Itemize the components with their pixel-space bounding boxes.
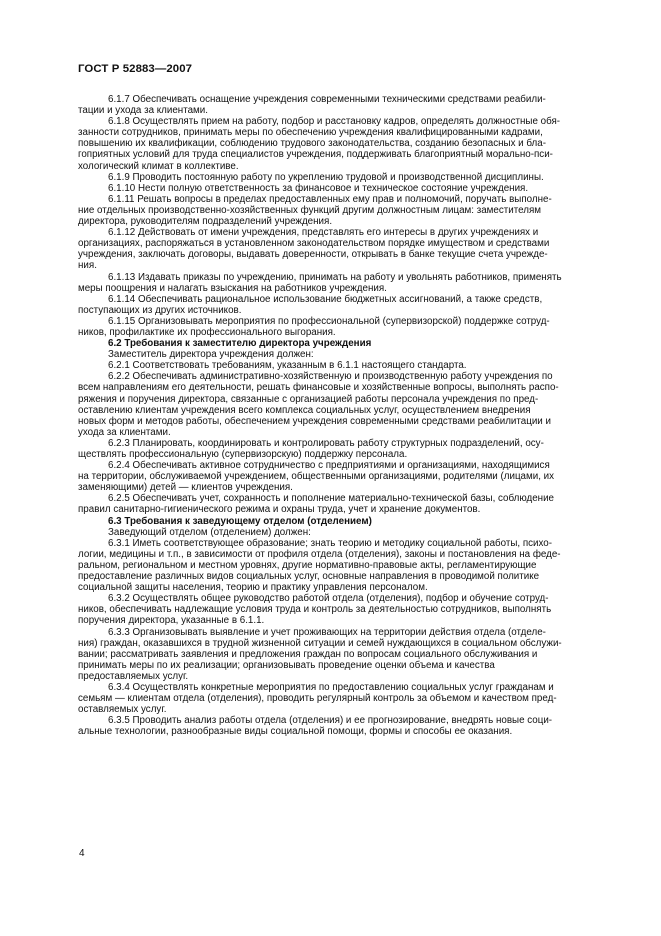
paragraph-6-2-5: 6.2.5 Обеспечивать учет, сохранность и пополнение материально-технической базы, соблюдение правил санитарно-гигиенического режима и охраны труда, учет и хранение документов. bbox=[78, 493, 554, 516]
paragraph-6-2-4: 6.2.4 Обеспечивать активное сотрудничество с предприятиями и организациями, находящимися на территории, обслуживаемой учреждением, общественными организациями, родителями (лицами, их заменяющими) детей — клиентов учреждения. bbox=[78, 460, 555, 494]
paragraph-6-2-intro: Заместитель директора учреждения должен: bbox=[108, 349, 314, 361]
paragraph-6-3-intro: Заведующий отделом (отделением) должен: bbox=[108, 526, 311, 538]
paragraph-6-2-2: 6.2.2 Обеспечивать административно-хозяйственную и производственную работу учреждения по всем направлениям его деятельности, решать финансовые и хозяйственные вопросы, выполнять распо- ряжения и поручения директора, связанные с организацией работы персонала учреждения по пред- оставлению клиентам учреждения всего комплекса социальных услуг, осуществлением внедрения новых форм и методов работы, обеспечением учреждения современными средствами реабилитации и ухода за клиентами. bbox=[78, 371, 559, 438]
paragraph-6-2-1: 6.2.1 Соответствовать требованиям, указанным в 6.1.1 настоящего стандарта. bbox=[108, 360, 467, 372]
paragraph-6-1-12: 6.1.12 Действовать от имени учреждения, представлять его интересы в других учреждениях и организациях, распоряжаться в установленном законодательством порядке имуществом и средствами учреждения, заключать договоры, выдавать доверенности, открывать в банке текущие счета учрежде- ния. bbox=[78, 227, 550, 272]
paragraph-6-1-7: 6.1.7 Обеспечивать оснащение учреждения современными техническими средствами реабили- тации и ухода за клиентами. bbox=[78, 94, 546, 117]
section-heading-6-3: 6.3 Требования к заведующему отделом (отделением) bbox=[108, 515, 372, 527]
paragraph-6-1-13: 6.1.13 Издавать приказы по учреждению, принимать на работу и увольнять работников, применять меры поощрения и налагать взыскания на работников учреждения. bbox=[78, 271, 562, 294]
page-number: 4 bbox=[79, 848, 85, 859]
paragraph-6-1-9: 6.1.9 Проводить постоянную работу по укреплению трудовой и производственной дисциплины. bbox=[108, 171, 544, 183]
paragraph-6-3-3: 6.3.3 Организовывать выявление и учет проживающих на территории действия отдела (отделе- ния) граждан, оказавшихся в трудной жизненной ситуации и семей нуждающихся в социальном обслужи- вании; рассматривать заявления и предложения граждан по вопросам социального обслуживания и принимать меры по их реализации; организовывать проведение оценки объема и качества предоставляемых услуг. bbox=[78, 626, 562, 682]
paragraph-6-1-8: 6.1.8 Осуществлять прием на работу, подбор и расстановку кадров, определять должностные обя- занности сотрудников, принимать меры по обеспечению учреждения квалифицированными кадрами, повышению их квалификации, соблюдению трудового законодательства, созданию безопасных и бла- гоприятных условий для труда специалистов учреждения, поддерживать благоприятный морально-пси- хологический климат в коллективе. bbox=[78, 116, 561, 172]
paragraph-6-3-4: 6.3.4 Осуществлять конкретные мероприятия по предоставлению социальных услуг гражданам и семьям — клиентам отдела (отделения), проводить регулярный контроль за объемом и качеством пред- оставляемых услуг. bbox=[78, 681, 557, 716]
paragraph-6-2-3: 6.2.3 Планировать, координировать и контролировать работу структурных подразделений, осу- ществлять профессиональную (супервизорскую) поддержку персонала. bbox=[78, 437, 544, 460]
section-heading-6-2: 6.2 Требования к заместителю директора учреждения bbox=[108, 338, 372, 350]
paragraph-6-3-1: 6.3.1 Иметь соответствующее образование; знать теорию и методику социальной работы, психо- логии, медицины и т.п., в зависимости от профиля отдела (отделения), законы и постановления на феде- ральном, региональном и местном уровнях, другие нормативно-правовые акты, регламентирующие предоставление различных видов социальных услуг, основные направления в проводимой политике социальной защиты населения, теорию и практику управления персоналом. bbox=[78, 537, 561, 594]
standard-header: ГОСТ Р 52883—2007 bbox=[78, 63, 193, 75]
document-body bbox=[78, 94, 584, 737]
paragraph-6-1-10: 6.1.10 Нести полную ответственность за финансовое и техническое состояние учреждения. bbox=[108, 182, 529, 194]
paragraph-6-1-15: 6.1.15 Организовывать мероприятия по профессиональной (супервизорской) поддержке сотруд- ников, профилактике их профессионального выгорания. bbox=[78, 315, 550, 338]
paragraph-6-1-14: 6.1.14 Обеспечивать рациональное использование бюджетных ассигнований, а также средств, поступающих из других источников. bbox=[78, 293, 543, 316]
paragraph-6-3-2: 6.3.2 Осуществлять общее руководство работой отдела (отделения), подбор и обучение сотруд- ников, обеспечивать надлежащие условия труда и контроль за деятельностью сотрудников, выполнять поручения директора, указанные в 6.1.1. bbox=[78, 593, 552, 627]
paragraph-6-1-11: 6.1.11 Решать вопросы в пределах предоставленных ему прав и полномочий, поручать выполне- ние отдельных производственно-хозяйственных функций другим должностным лицам: заместителям директора, руководителям подразделений учреждения. bbox=[78, 193, 552, 228]
paragraph-6-3-5: 6.3.5 Проводить анализ работы отдела (отделения) и ее прогнозирование, внедрять новые соци- альные технологии, разнообразные виды социальной помощи, формы и способы ее оказания. bbox=[78, 715, 553, 738]
